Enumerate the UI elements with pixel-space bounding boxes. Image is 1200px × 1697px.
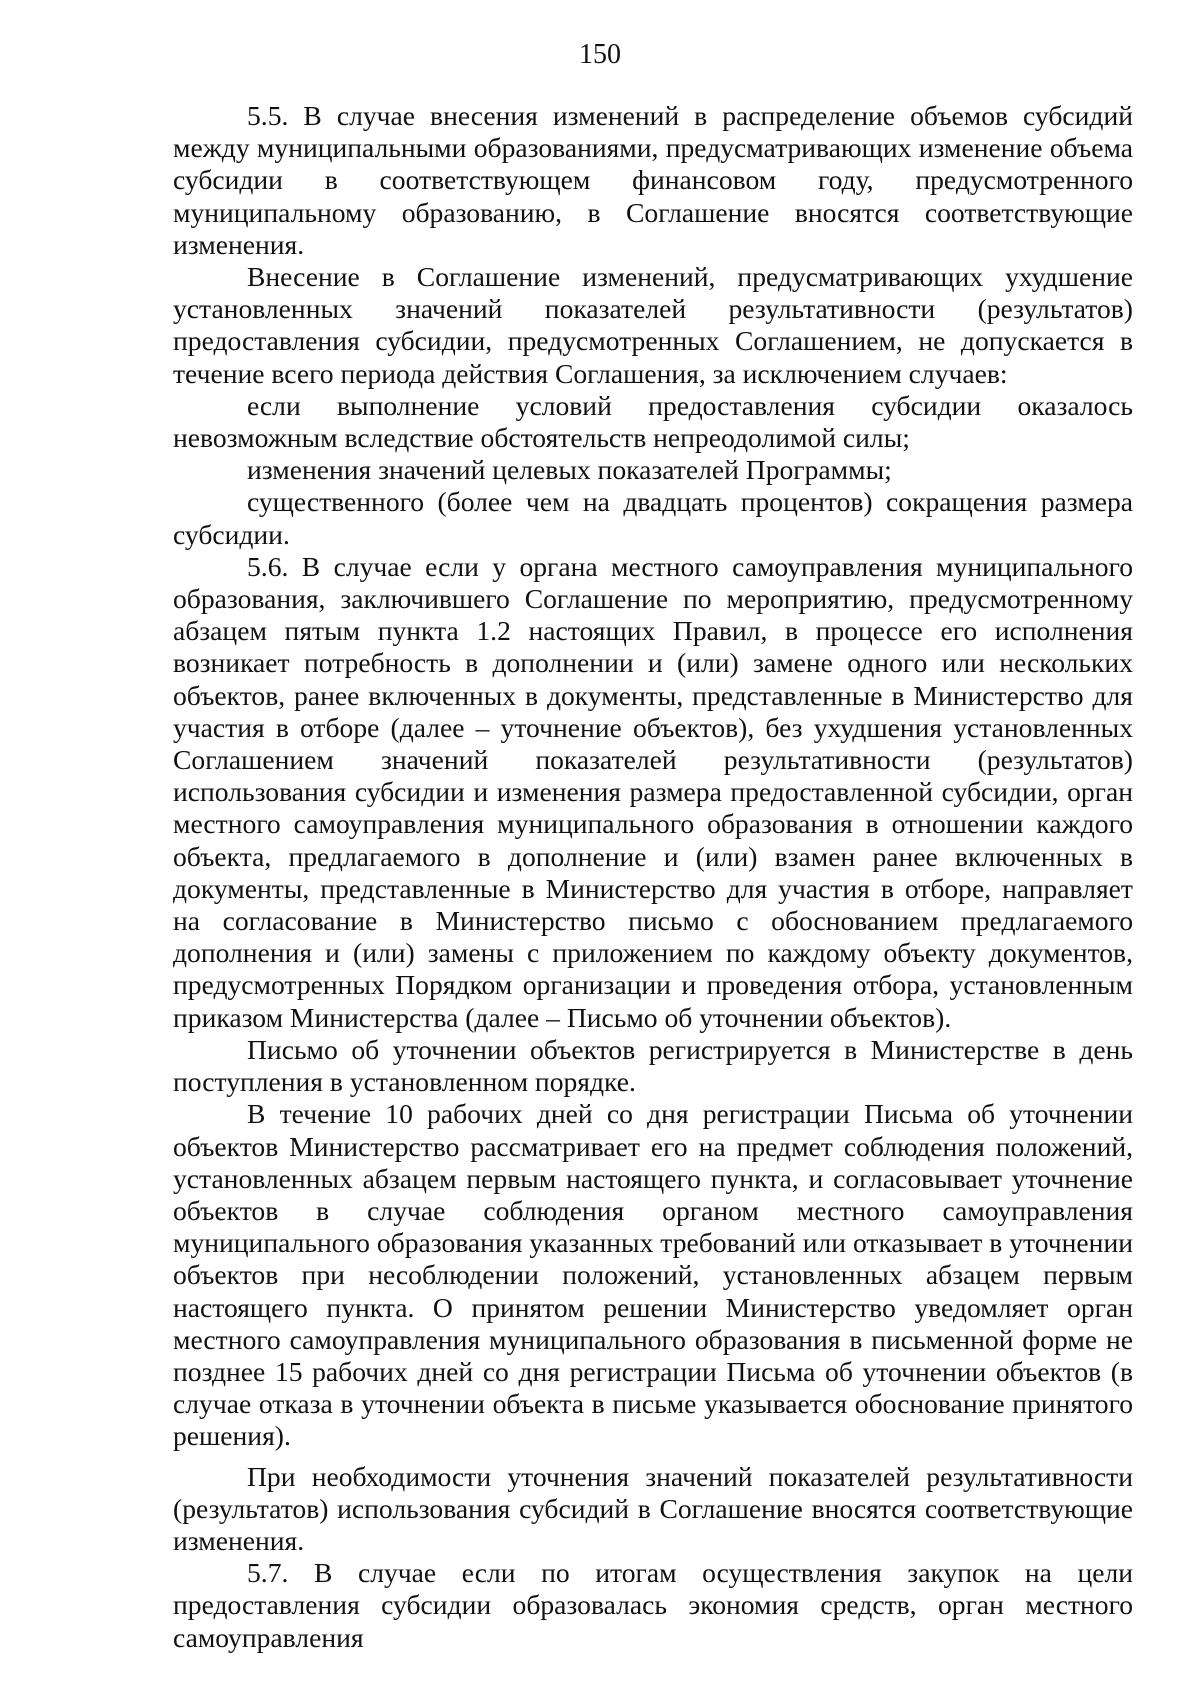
- paragraph-subsidy-reduction: существенного (более чем на двадцать процентов) сокращения размера субсидии.: [173, 486, 1133, 550]
- paragraph-5-5: 5.5. В случае внесения изменений в распределение объемов субсидий между муниципальными образованиями, предусматривающих изменение объема субсидии в соответствующем финансовом году, предусмотренного муниципальному образованию, в Соглашение вносятся соответствующие изменения.: [173, 100, 1133, 260]
- document-body: [173, 100, 1133, 1654]
- paragraph-program-indicators: изменения значений целевых показателей Программы;: [247, 454, 892, 486]
- paragraph-5-6: 5.6. В случае если у органа местного самоуправления муниципального образования, заключившего Соглашение по мероприятию, предусмотренному абзацем пятым пункта 1.2 настоящих Правил, в процессе его исполнения возникает потребность в дополнении и (или) замене одного или нескольких объектов, ранее включенных в документы, представленные в Министерство для участия в отборе (далее – уточнение объектов), без ухудшения установленных Соглашением значений показателей результативности (результатов) использования субсидии и изменения размера предоставленной субсидии, орган местного самоуправления муниципального образования в отношении каждого объекта, предлагаемого в дополнение и (или) взамен ранее включенных в документы, представленные в Министерство для участия в отборе, направляет на согласование в Министерство письмо с обоснованием предлагаемого дополнения и (или) замены с приложением по каждому объекту документов, предусмотренных Порядком организации и проведения отбора, установленным приказом Министерства (далее – Письмо об уточнении объектов).: [173, 550, 1133, 1033]
- paragraph-letter-registration: Письмо об уточнении объектов регистрируется в Министерстве в день поступления в установленном порядке.: [173, 1033, 1133, 1098]
- page-number: 150: [579, 39, 621, 70]
- paragraph-changes-restriction: Внесение в Соглашение изменений, предусматривающих ухудшение установленных значений показателей результативности (результатов) предоставления субсидии, предусмотренных Соглашением, не допускается в течение всего периода действия Соглашения, за исключением случаев:: [173, 261, 1133, 389]
- paragraph-5-7: 5.7. В случае если по итогам осуществления закупок на цели предоставления субсидии образовалась экономия средств, орган местного самоуправления: [173, 1557, 1133, 1653]
- paragraph-indicator-clarification: При необходимости уточнения значений показателей результативности (результатов) использования субсидий в Соглашение вносятся соответствующие изменения.: [173, 1460, 1133, 1556]
- paragraph-force-majeure: если выполнение условий предоставления субсидии оказалось невозможным вследствие обстоятельств непреодолимой силы;: [173, 389, 1133, 454]
- paragraph-review-period: В течение 10 рабочих дней со дня регистрации Письма об уточнении объектов Министерство рассматривает его на предмет соблюдения положений, установленных абзацем первым настоящего пункта, и согласовывает уточнение объектов в случае соблюдения органом местного самоуправления муниципального образования указанных требований или отказывает в уточнении объектов при несоблюдении положений, установленных абзацем первым настоящего пункта. О принятом решении Министерство уведомляет орган местного самоуправления муниципального образования в письменной форме не позднее 15 рабочих дней со дня регистрации Письма об уточнении объектов (в случае отказа в уточнении объекта в письме указывается обоснование принятого решения).: [173, 1098, 1133, 1452]
